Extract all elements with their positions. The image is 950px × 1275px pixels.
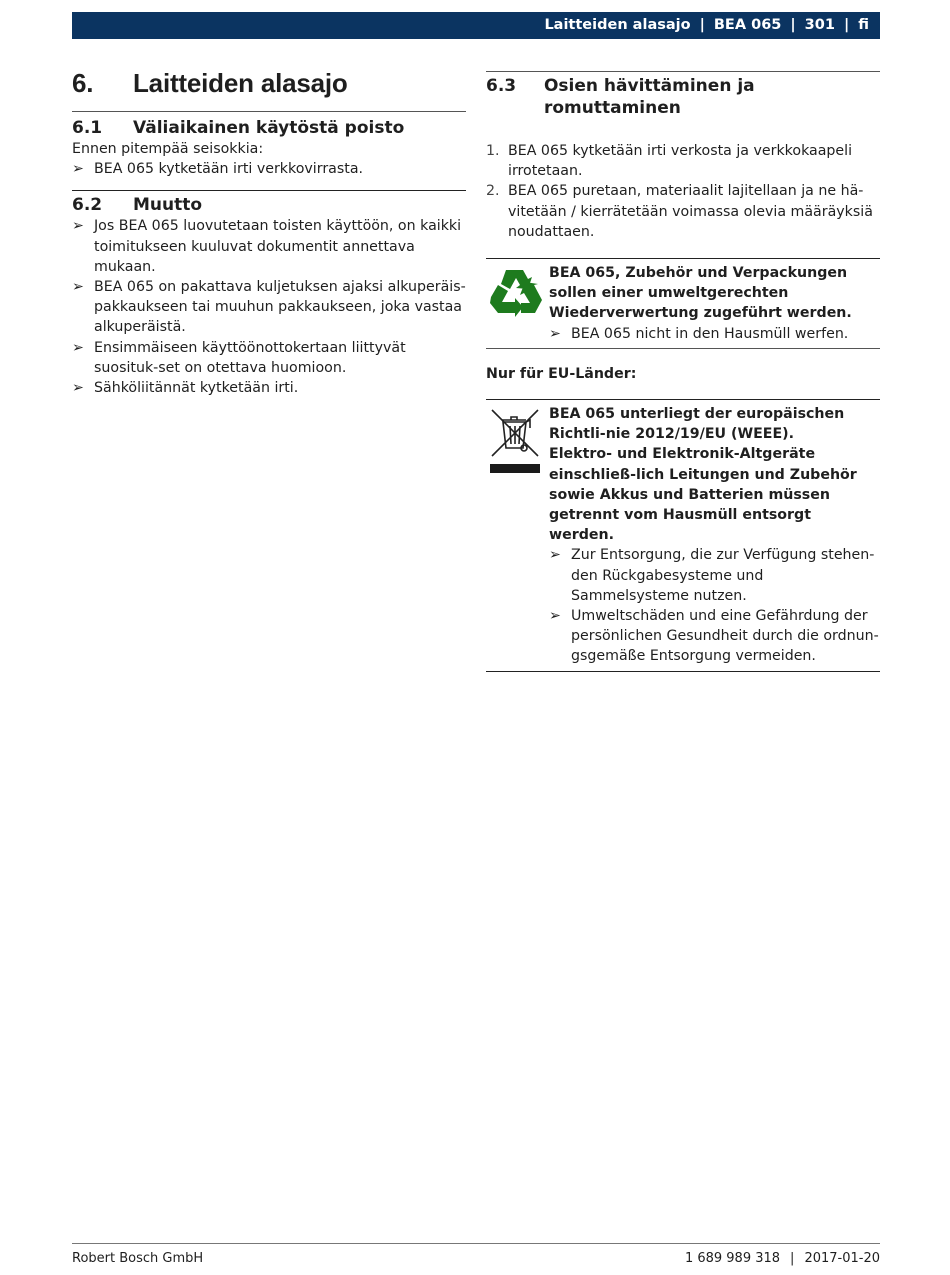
header-separator: |	[699, 17, 705, 34]
footer-document-info	[685, 1249, 880, 1269]
eu-countries-label: Nur für EU-Länder:	[486, 365, 637, 382]
recycling-bold-text: BEA 065, Zubehör und Verpackungen sollen einer umweltgerechten Wiederverwertung zugeführt werden.	[549, 265, 852, 322]
crossed-out-wheelie-bin-icon	[486, 408, 544, 478]
section-6-1-heading	[72, 117, 466, 139]
list-item	[72, 216, 466, 277]
section-title: Väliaikainen käytöstä poisto	[133, 118, 405, 138]
list-item-text: Jos BEA 065 luovutetaan toisten käyttöön, on kaikki toimitukseen kuuluvat dokumentit annettava mukaan.	[94, 218, 462, 275]
section-title: Osien hävittäminen ja romuttaminen	[543, 76, 755, 118]
list-item	[72, 378, 466, 398]
chapter-number: 6.	[72, 68, 94, 98]
list-item-number: 2.	[486, 183, 500, 200]
arrow-bullet-icon: ➢	[549, 325, 561, 342]
section-title: Muutto	[133, 195, 203, 216]
recycling-list	[549, 324, 880, 344]
list-item-text: Sähköliitännät kytketään irti.	[94, 380, 299, 397]
arrow-bullet-icon: ➢	[72, 218, 84, 235]
section-6-3-list	[486, 141, 880, 242]
list-item-text: BEA 065 kytketään irti verkkovirrasta.	[94, 161, 364, 178]
notice-divider	[486, 671, 880, 672]
section-divider	[72, 111, 466, 112]
list-item	[549, 324, 880, 344]
section-number: 6.1	[72, 118, 103, 138]
section-divider	[486, 71, 880, 72]
arrow-bullet-icon: ➢	[72, 339, 84, 356]
weee-list	[549, 545, 880, 666]
recycling-notice	[486, 259, 880, 348]
left-column	[72, 67, 466, 398]
weee-text	[549, 404, 880, 667]
footer-separator: |	[790, 1251, 795, 1266]
footer-document-number: 1 689 989 318	[684, 1251, 781, 1266]
header-language: fi	[858, 17, 869, 34]
list-item	[549, 606, 880, 667]
arrow-bullet-icon: ➢	[549, 608, 561, 625]
footer-divider	[72, 1243, 880, 1244]
arrow-bullet-icon: ➢	[72, 279, 84, 296]
recycling-icon	[488, 267, 544, 321]
recycling-icon-cell	[486, 263, 549, 344]
weee-icon-cell	[486, 404, 549, 667]
weee-notice	[486, 400, 880, 671]
header-section: Laitteiden alasajo	[544, 17, 691, 34]
section-number: 6.3	[486, 76, 517, 96]
list-item-text: BEA 065 puretaan, materiaalit lajitellaan ja ne hä-vitetään / kierrätetään voimassa olevia määräyksiä noudattaen.	[508, 183, 873, 240]
list-item-text: Zur Entsorgung, die zur Verfügung stehen-den Rückgabesysteme und Sammelsysteme nutzen.	[571, 547, 875, 604]
weee-directive-text: BEA 065 unterliegt der europäischen Richtli-nie 2012/19/EU (WEEE).	[549, 406, 845, 443]
section-6-3-heading	[486, 75, 880, 119]
list-item	[72, 159, 466, 179]
section-divider	[72, 190, 466, 191]
list-item	[72, 338, 466, 378]
chapter-title	[72, 67, 466, 99]
list-item-text: Umweltschäden und eine Gefährdung der persönlichen Gesundheit durch die ordnun-gsgemäße Entsorgung vermeiden.	[571, 608, 879, 665]
arrow-bullet-icon: ➢	[549, 547, 561, 564]
list-item-number: 1.	[486, 143, 500, 159]
chapter-title-text: Laitteiden alasajo	[133, 68, 348, 98]
section-6-1-intro: Ennen pitempää seisokkia:	[72, 141, 264, 157]
header-separator: |	[790, 17, 796, 34]
recycling-text	[549, 263, 880, 344]
header-product: BEA 065	[713, 17, 782, 34]
list-item	[486, 141, 880, 181]
weee-disposal-text: Elektro- und Elektronik-Altgeräte einschließ-lich Leitungen und Zubehör sowie Akkus und Batterien müssen getrennt vom Hausmüll entsorgt werden.	[549, 446, 857, 544]
list-item-text: BEA 065 on pakattava kuljetuksen ajaksi alkuperäis-pakkaukseen tai muuhun pakkaukseen, joka vastaa alkuperäistä.	[94, 279, 466, 336]
footer-date: 2017-01-20	[804, 1251, 880, 1266]
list-item-text: Ensimmäiseen käyttöönottokertaan liittyvät suosituk-set on otettava huomioon.	[94, 339, 406, 376]
arrow-bullet-icon: ➢	[72, 161, 84, 178]
section-6-2-list	[72, 216, 466, 398]
right-column	[486, 71, 880, 672]
list-item	[486, 181, 880, 242]
page-header-bar	[72, 12, 880, 39]
list-item-text: BEA 065 nicht in den Hausmüll werfen.	[571, 325, 849, 342]
section-6-2-heading	[72, 194, 466, 216]
list-item	[549, 545, 880, 606]
section-6-1-list	[72, 159, 466, 179]
header-page-number: 301	[804, 17, 835, 34]
arrow-bullet-icon: ➢	[72, 380, 84, 397]
notice-divider	[486, 348, 880, 349]
list-item	[72, 277, 466, 338]
section-number: 6.2	[72, 195, 103, 216]
header-separator: |	[843, 17, 850, 34]
footer-company: Robert Bosch GmbH	[72, 1251, 204, 1266]
list-item-text: BEA 065 kytketään irti verkosta ja verkkokaapeli irrotetaan.	[508, 143, 853, 180]
